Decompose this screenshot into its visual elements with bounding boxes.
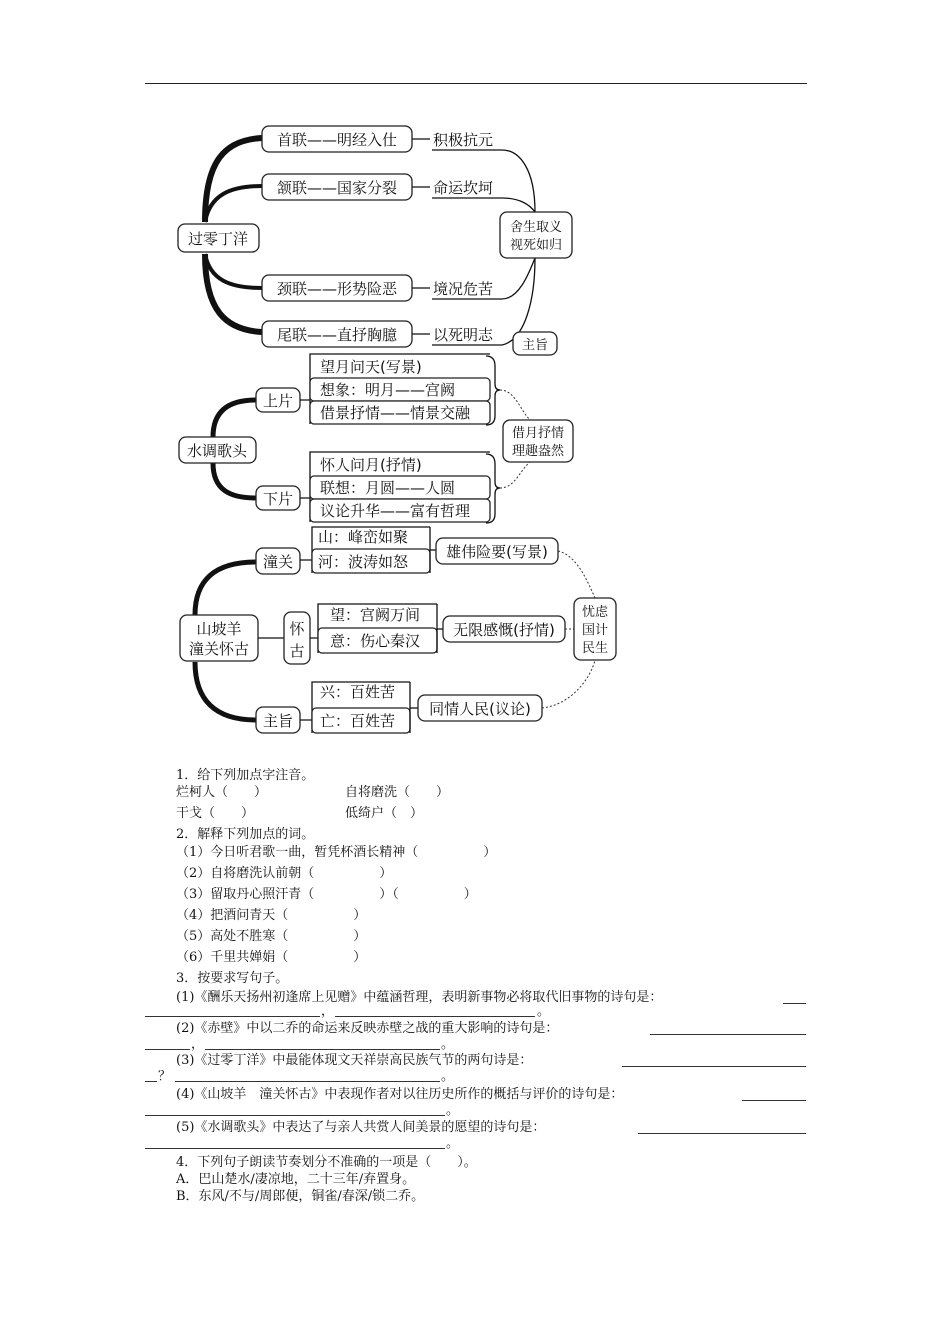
q3-blank-4b[interactable] xyxy=(145,1103,445,1116)
q1-row1b: 自将磨洗（ ） xyxy=(345,785,450,800)
map3-b2-2: 古 xyxy=(289,642,305,660)
q3-comma-1: ， xyxy=(321,1004,335,1019)
q2-item-5: （5）高处不胜寒（ ） xyxy=(176,929,367,944)
svg-text:舍生取义: 舍生取义 xyxy=(509,220,563,235)
q3-blank-3b[interactable] xyxy=(145,1069,157,1082)
svg-text:潼关怀古: 潼关怀古 xyxy=(188,640,250,658)
q4-option-b[interactable]: B．东风/不与/周郎便，铜雀/春深/锁二乔。 xyxy=(176,1189,425,1204)
q3-item-1: (1)《酬乐天扬州初逢席上见赠》中蕴涵哲理，表明新事物必将取代旧事物的诗句是： xyxy=(176,990,663,1005)
q1-row2a: 干戈（ ） xyxy=(176,806,255,821)
q3-item-4: (4)《山坡羊 潼关怀古》中表现作者对以往历史所作的概括与评价的诗句是： xyxy=(176,1087,624,1102)
q1-row1a: 烂柯人（ ） xyxy=(176,785,268,800)
q2-item-3: （3）留取丹心照汗青（ ）（ ） xyxy=(176,887,477,902)
svg-text:水调歌头: 水调歌头 xyxy=(186,442,248,460)
q3-blank-3c[interactable] xyxy=(175,1069,440,1082)
q3-blank-1b[interactable] xyxy=(145,1004,320,1017)
svg-text:想象：明月——宫阙: 想象：明月——宫阙 xyxy=(320,381,456,399)
svg-text:理趣盎然: 理趣盎然 xyxy=(511,444,565,459)
svg-text:借景抒情——情景交融: 借景抒情——情景交融 xyxy=(320,404,471,422)
q2-item-4: （4）把酒问青天（ ） xyxy=(176,908,367,923)
q3-item-3: (3)《过零丁洋》中最能体现文天祥崇高民族气节的两句诗是： xyxy=(176,1053,533,1068)
map1-result-1: 积极抗元 xyxy=(433,131,494,149)
svg-text:忧虑: 忧虑 xyxy=(581,605,609,620)
q3-period-5: 。 xyxy=(446,1136,460,1151)
q3-period-3: 。 xyxy=(441,1069,455,1084)
q3-blank-2b[interactable] xyxy=(145,1037,190,1050)
map3-b3: 主旨 xyxy=(262,712,294,730)
map3-b3-result: 同情人民(议论) xyxy=(429,700,531,718)
svg-text:联想：月圆——人圆: 联想：月圆——人圆 xyxy=(320,479,456,497)
svg-text:意：伤心秦汉: 意：伤心秦汉 xyxy=(330,632,421,650)
svg-text:山：峰峦如聚: 山：峰峦如聚 xyxy=(318,528,409,546)
svg-text:议论升华——富有哲理: 议论升华——富有哲理 xyxy=(320,502,471,520)
mindmap-shuidiao xyxy=(179,354,573,523)
q4-option-a[interactable]: A．巴山楚水/凄凉地，二十三年/弃置身。 xyxy=(176,1172,416,1187)
map1-branch-1: 首联——明经入仕 xyxy=(276,131,398,149)
svg-text:亡：百姓苦: 亡：百姓苦 xyxy=(320,712,396,730)
svg-text:主旨: 主旨 xyxy=(521,338,549,353)
map3-b1-result: 雄伟险要(写景) xyxy=(446,543,548,561)
map3-b2-1: 怀 xyxy=(289,620,305,638)
q1-row2b: 低绮户（ ） xyxy=(345,806,424,821)
svg-text:国计: 国计 xyxy=(581,623,609,638)
q3-blank-4a[interactable] xyxy=(742,1088,806,1101)
q3-blank-2c[interactable] xyxy=(205,1037,440,1050)
map1-branch-3: 颈联——形势险恶 xyxy=(276,280,398,298)
q2-item-6: （6）千里共婵娟（ ） xyxy=(176,950,367,965)
q3-blank-1a[interactable] xyxy=(783,991,806,1004)
q3-question-3: ？ xyxy=(158,1069,172,1084)
svg-text:兴：百姓苦: 兴：百姓苦 xyxy=(320,683,396,701)
q2-item-1: （1）今日听君歌一曲，暂凭杯酒长精神（ ） xyxy=(176,845,497,860)
q4-title: 4．下列句子朗读节奏划分不准确的一项是（ ）。 xyxy=(176,1155,477,1170)
q3-period-1: 。 xyxy=(537,1004,551,1019)
q3-blank-2a[interactable] xyxy=(650,1022,806,1035)
q2-title: 2．解释下列加点的词。 xyxy=(176,827,315,842)
svg-text:望：宫阙万间: 望：宫阙万间 xyxy=(330,606,421,624)
q3-blank-5a[interactable] xyxy=(638,1121,806,1134)
map1-result-2: 命运坎坷 xyxy=(433,179,494,197)
q3-item-5: (5)《水调歌头》中表达了与亲人共赏人间美景的愿望的诗句是： xyxy=(176,1120,546,1135)
map2-upper: 上片 xyxy=(262,392,294,410)
map1-branch-4: 尾联——直抒胸臆 xyxy=(276,326,398,344)
q3-title: 3．按要求写句子。 xyxy=(176,971,289,986)
svg-text:民生: 民生 xyxy=(581,641,609,656)
map1-result-4: 以死明志 xyxy=(433,326,494,344)
q3-item-2: (2)《赤壁》中以二乔的命运来反映赤壁之战的重大影响的诗句是： xyxy=(176,1021,559,1036)
q3-blank-5b[interactable] xyxy=(145,1136,445,1149)
q3-period-4: 。 xyxy=(446,1103,460,1118)
mindmap-shanpoyang xyxy=(180,527,616,733)
q3-comma-2: ， xyxy=(191,1037,205,1052)
q2-item-2: （2）自将磨洗认前朝（ ） xyxy=(176,866,393,881)
svg-text:视死如归: 视死如归 xyxy=(509,238,563,253)
svg-text:借月抒情: 借月抒情 xyxy=(511,426,565,441)
map2-lower: 下片 xyxy=(262,490,294,508)
q1-title: 1．给下列加点字注音。 xyxy=(176,768,315,783)
q3-blank-1c[interactable] xyxy=(335,1004,535,1017)
map3-b1: 潼关 xyxy=(262,553,294,571)
map3-b2-result: 无限感慨(抒情) xyxy=(453,621,555,639)
mindmap-guoling xyxy=(178,126,572,355)
q3-blank-3a[interactable] xyxy=(622,1054,806,1067)
map1-root-text: 过零丁洋 xyxy=(187,230,249,248)
svg-text:山坡羊: 山坡羊 xyxy=(196,620,242,638)
map1-branch-2: 颔联——国家分裂 xyxy=(276,179,398,197)
svg-text:望月问天(写景): 望月问天(写景) xyxy=(320,358,422,376)
svg-text:怀人问月(抒情): 怀人问月(抒情) xyxy=(320,456,422,474)
map1-result-3: 境况危苦 xyxy=(433,280,494,298)
q3-period-2: 。 xyxy=(441,1037,455,1052)
svg-text:河：波涛如怒: 河：波涛如怒 xyxy=(318,553,409,571)
